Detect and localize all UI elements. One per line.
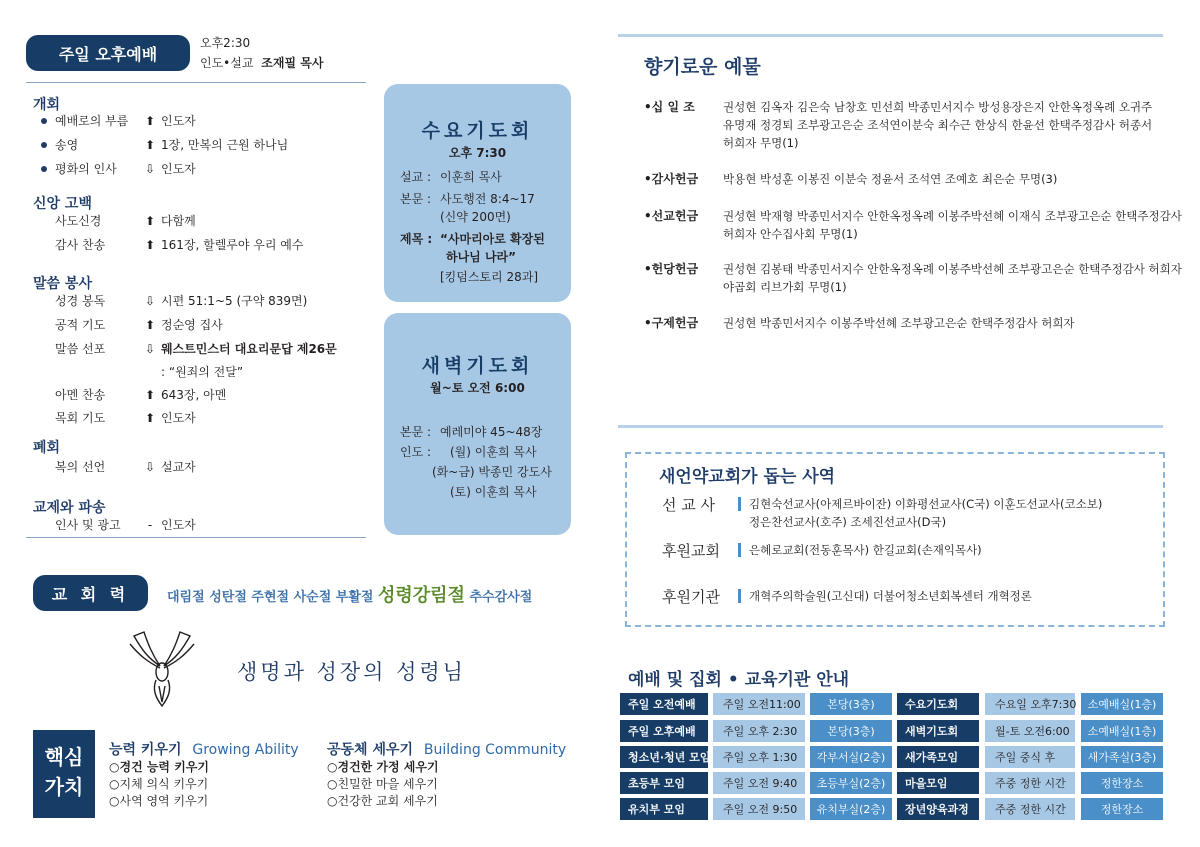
wednesday-preacher: 이훈희 목사 [440, 170, 502, 184]
left-schedule-cell: 주일 오후예배 [620, 720, 708, 742]
wednesday-text: 사도행전 8:4~17 [440, 192, 535, 206]
order-item [41, 136, 288, 153]
community-item: ○건강한 교회 세우기 [327, 794, 438, 808]
section-heading: 신앙 고백 [33, 196, 92, 212]
dash-icon: - [147, 517, 153, 532]
seasons-after: 추수감사절 [469, 590, 533, 605]
order-item-label: 사도신경 [55, 214, 102, 228]
dawn-lead-2: (화~금) 박종민 강도사 [432, 465, 552, 479]
right-schedule-cell: 주일 중식 후 [985, 746, 1075, 768]
order-item-label: 목회 기도 [55, 411, 106, 425]
offering-names: 허희자 무명(1) [723, 136, 799, 150]
offering-names: 권성현 박종민서지수 이봉주박선혜 조부광고은순 한택주정감사 허희자 [723, 316, 1075, 330]
wednesday-text-note: (신약 200면) [440, 210, 511, 224]
arrow-up-icon: ⬆ [144, 387, 156, 402]
order-item-text: 161장, 할렐루야 우리 예수 [161, 238, 304, 252]
calendar-seasons [167, 581, 532, 607]
right-schedule-cell: 새가족실(3층) [1081, 746, 1163, 768]
order-item [55, 409, 196, 426]
left-schedule-cell: 주일 오전예배 [620, 693, 708, 715]
order-item-label: 평화의 인사 [55, 162, 117, 176]
ministry-bar-icon [738, 497, 741, 511]
leader-name: 조재필 목사 [261, 56, 324, 70]
left-schedule-cell: 유치부 모임 [620, 798, 708, 820]
section-heading: 말씀 봉사 [33, 276, 92, 292]
community-english: Building Community [423, 742, 567, 758]
order-item-text: 인도자 [161, 411, 196, 425]
order-item [55, 316, 223, 333]
core-values-badge [33, 730, 95, 818]
order-item [55, 458, 196, 475]
offering-label: •감사헌금 [644, 172, 699, 186]
order-item-label: 감사 찬송 [55, 238, 106, 252]
dove-icon [126, 628, 198, 710]
community-item: ○친밀한 마을 세우기 [327, 777, 438, 791]
calendar-theme: 생명과 성장의 성령님 [237, 660, 466, 684]
left-schedule-cell: 유치부실(2층) [810, 798, 892, 820]
section-heading: 폐회 [33, 440, 61, 456]
order-item [41, 112, 196, 129]
church-calendar-badge [33, 575, 148, 611]
core-label-1: 핵심 [44, 745, 84, 769]
dawn-title: 새벽기도회 [421, 355, 534, 377]
right-schedule-cell: 수요기도회 [897, 693, 979, 715]
wednesday-subject-note: [킹덤스토리 28과] [440, 270, 538, 284]
divider [618, 34, 1163, 37]
right-schedule-cell: 정한장소 [1081, 772, 1163, 794]
left-schedule-cell: 주일 오전 9:50 [713, 798, 805, 820]
order-item [55, 386, 226, 403]
wednesday-text-label: 본문 : [400, 192, 432, 206]
bullet-icon [41, 142, 47, 148]
dawn-lead-1: (월) 이훈희 목사 [450, 445, 537, 459]
ability-heading [109, 739, 299, 759]
offering-label: •십 일 조 [644, 100, 695, 114]
right-schedule-cell: 마을모임 [897, 772, 979, 794]
offering-names: 권성현 박재형 박종민서지수 안한옥정옥례 이봉주박선혜 이재식 조부광고은순 한택주정감사 [723, 209, 1182, 223]
arrow-up-icon: ⬆ [144, 213, 156, 228]
ministry-bar-icon [738, 589, 741, 603]
offering-label: •헌당헌금 [644, 262, 699, 276]
divider [618, 425, 1163, 428]
left-schedule-cell: 주일 오전 9:40 [713, 772, 805, 794]
ability-english: Growing Ability [192, 742, 299, 758]
right-schedule-cell: 주중 정한 시간 [985, 798, 1075, 820]
ability-title: 능력 키우기 [109, 742, 182, 758]
wednesday-title: 수요기도회 [421, 120, 534, 142]
order-item-label: 예배로의 부름 [55, 114, 129, 128]
arrow-up-icon: ⬆ [144, 317, 156, 332]
left-schedule-cell: 주일 오전11:00 [713, 693, 805, 715]
wednesday-subject-label: 제목 : [400, 232, 433, 246]
order-item-text: 설교자 [161, 460, 196, 474]
bullet-icon [41, 118, 47, 124]
right-schedule-cell: 소예배실(1층) [1081, 720, 1163, 742]
order-item [55, 236, 304, 253]
community-heading [327, 739, 566, 759]
right-schedule-cell: 수요일 오후7:30 [985, 693, 1075, 715]
seasons-before: 대림절 성탄절 주현절 사순절 부활절 [167, 590, 374, 605]
afternoon-service-badge [26, 35, 190, 71]
right-schedule-cell: 새벽기도회 [897, 720, 979, 742]
offering-label: •구제헌금 [644, 316, 699, 330]
arrow-up-icon: ⬆ [144, 237, 156, 252]
left-schedule-cell: 주일 오후 1:30 [713, 746, 805, 768]
wednesday-preacher-label: 설교 : [400, 170, 432, 184]
dawn-text: 예레미야 45~48장 [440, 425, 543, 439]
ministry-names: 정은찬선교사(호주) 조세진선교사(D국) [749, 515, 947, 529]
offering-title: 향기로운 예물 [644, 56, 761, 78]
order-item-label: 공적 기도 [55, 318, 106, 332]
order-item [55, 340, 337, 357]
community-title: 공동체 세우기 [327, 742, 414, 758]
offering-names: 권성현 김옥자 김은숙 남창호 민선희 박종민서지수 방성용장은지 안한옥정옥례 오귀주 [723, 100, 1153, 114]
community-list [327, 759, 439, 810]
order-item [55, 292, 307, 309]
left-schedule-cell: 주일 오후 2:30 [713, 720, 805, 742]
afternoon-service-title: 주일 오후예배 [58, 44, 158, 64]
divider [26, 537, 366, 538]
wednesday-prayer-box [384, 84, 571, 302]
order-item-text: 시편 51:1~5 (구약 839면) [161, 294, 308, 308]
ministry-label: 선 교 사 [662, 496, 716, 514]
season-current: 성령강림절 [378, 585, 465, 606]
order-item-text: 웨스트민스터 대요리문답 제26문 [161, 342, 337, 356]
ministry-label: 후원교회 [662, 542, 720, 560]
arrow-down-icon: ⇩ [144, 459, 156, 474]
order-item-label: 아멘 찬송 [55, 388, 106, 402]
right-schedule-cell: 주중 정한 시간 [985, 772, 1075, 794]
order-item-label: 인사 및 광고 [55, 518, 121, 532]
order-item-text: 인도자 [161, 518, 196, 532]
ministry-names: 김현숙선교사(아제르바이잔) 이화평선교사(C국) 이훈도선교사(코소보) [749, 497, 1103, 511]
ministry-names: 개혁주의학술원(고신대) 더불어청소년회복센터 개혁정론 [749, 589, 1032, 603]
order-item-label: 복의 선언 [55, 460, 106, 474]
ability-list [109, 759, 209, 810]
order-item-label: 송영 [55, 138, 79, 152]
afternoon-leader [200, 54, 323, 71]
order-item-text: : “원죄의 전달” [161, 365, 244, 379]
wednesday-subject-2: 하나님 나라” [446, 250, 517, 264]
ministry-bar-icon [738, 543, 741, 557]
order-item-label: 말씀 선포 [55, 342, 106, 356]
offering-names: 유명재 정경퇴 조부광고은순 조석연이분숙 최수근 한상식 한윤선 한택주정감사 허종서 [723, 118, 1153, 132]
offering-names: 박용현 박성훈 이봉진 이분숙 정윤서 조석연 조예호 최은순 무명(3) [723, 172, 1058, 186]
bullet-icon [41, 166, 47, 172]
offering-names: 야곱회 리브가회 무명(1) [723, 280, 847, 294]
offering-label: •선교헌금 [644, 209, 699, 223]
left-schedule-cell: 본당(3층) [810, 720, 892, 742]
community-item: ○경건한 가정 세우기 [327, 760, 439, 774]
afternoon-time: 오후2:30 [200, 36, 251, 50]
arrow-up-icon: ⬆ [144, 410, 156, 425]
order-item-text: 인도자 [161, 162, 196, 176]
arrow-up-icon: ⬆ [144, 137, 156, 152]
right-schedule-cell: 정한장소 [1081, 798, 1163, 820]
divider [26, 82, 366, 83]
left-schedule-cell: 초등부실(2층) [810, 772, 892, 794]
order-item [55, 212, 196, 229]
order-item-text: 인도자 [161, 114, 196, 128]
order-item-text: 정순영 집사 [161, 318, 223, 332]
offering-names: 허희자 안수집사회 무명(1) [723, 227, 858, 241]
right-schedule-cell: 장년양육과정 [897, 798, 979, 820]
order-item-text: 1장, 만복의 근원 하나님 [161, 138, 289, 152]
ministry-title: 새언약교회가 돕는 사역 [659, 467, 836, 487]
wednesday-subject-1: “사마리아로 확장된 [440, 232, 545, 246]
arrow-up-icon: ⬆ [144, 113, 156, 128]
dawn-text-label: 본문 : [400, 425, 432, 439]
arrow-down-icon: ⇩ [144, 293, 156, 308]
order-item [55, 363, 243, 380]
section-heading: 교제와 파송 [33, 500, 106, 516]
left-schedule-cell: 청소년·청년 모임 [620, 746, 708, 768]
ministry-label: 후원기관 [662, 588, 720, 606]
church-calendar-label: 교 회 력 [51, 584, 130, 604]
dawn-lead-label: 인도 : [400, 445, 432, 459]
offering-names: 권성현 김봉태 박종민서지수 안한옥정옥례 이봉주박선혜 조부광고은순 한택주정감사 허희자 [723, 262, 1182, 276]
ability-item: ○지체 의식 키우기 [109, 777, 209, 791]
arrow-down-icon: ⇩ [144, 161, 156, 176]
right-schedule-cell: 소예배실(1층) [1081, 693, 1163, 715]
core-label-2: 가치 [44, 775, 84, 799]
arrow-down-icon: ⇩ [144, 341, 156, 356]
ability-item: ○사역 영역 키우기 [109, 794, 209, 808]
ability-item: ○경건 능력 키우기 [109, 760, 209, 774]
wednesday-time: 오후 7:30 [448, 146, 507, 160]
order-item-text: 다함께 [161, 214, 196, 228]
right-schedule-cell: 월-토 오전6:00 [985, 720, 1075, 742]
order-item-label: 성경 봉독 [55, 294, 106, 308]
section-heading: 개회 [33, 97, 61, 113]
order-item-text: 643장, 아멘 [161, 388, 227, 402]
schedule-title: 예배 및 집회 • 교육기관 안내 [628, 670, 850, 690]
left-schedule-cell: 각부서실(2층) [810, 746, 892, 768]
right-schedule-cell: 새가족모임 [897, 746, 979, 768]
order-item [41, 160, 196, 177]
dawn-prayer-box [384, 313, 571, 535]
left-schedule-cell: 본당(3층) [810, 693, 892, 715]
leader-prefix: 인도•설교 [200, 56, 254, 70]
ministry-names: 은혜로교회(전동훈목사) 한길교회(손재익목사) [749, 543, 982, 557]
order-item [55, 516, 196, 533]
left-schedule-cell: 초등부 모임 [620, 772, 708, 794]
dawn-lead-3: (토) 이훈희 목사 [450, 485, 537, 499]
dawn-time: 월~토 오전 6:00 [430, 381, 525, 395]
